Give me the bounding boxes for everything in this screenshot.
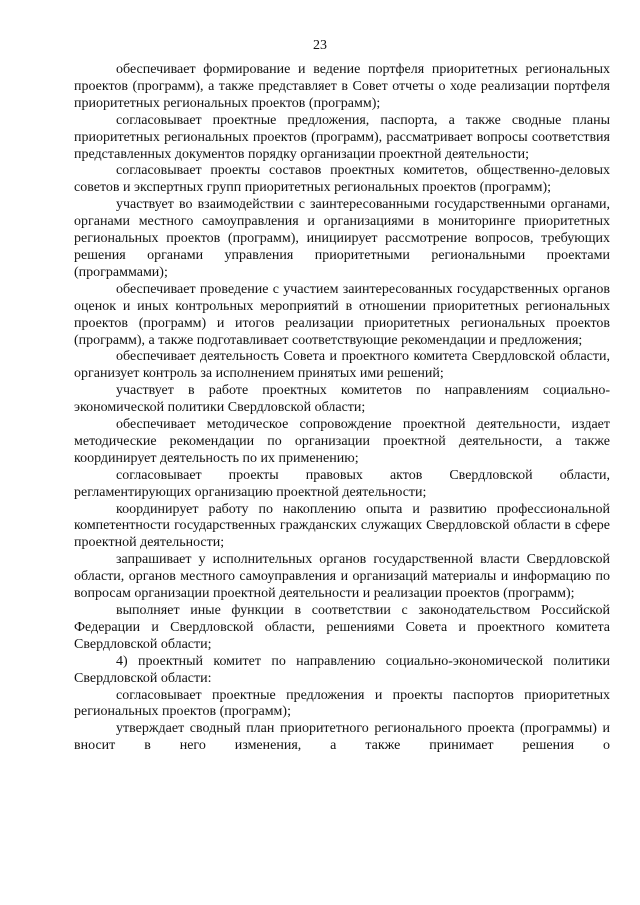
paragraph: обеспечивает формирование и ведение портфеля приоритетных региональных проектов (программ), а также представляет в Совет отчеты о ходе реализации портфеля приоритетных региональных проектов (программ); [74,62,610,111]
paragraph: участвует в работе проектных комитетов по направлениям социально-экономической политики Свердловской области; [74,383,610,416]
paragraph: участвует во взаимодействии с заинтересованными государственными органами, органами местного самоуправления и организациями в мониторинге приоритетных региональных проектов (программ), инициирует рассмотрение вопросов, требующих решения органами управления приоритетными региональными проектами (программами); [74,197,610,280]
paragraph: обеспечивает деятельность Совета и проектного комитета Свердловской области, организует контроль за исполнением принятых ими решений; [74,349,610,382]
paragraph: координирует работу по накоплению опыта и развитию профессиональной компетентности государственных гражданских служащих Свердловской области в сфере проектной деятельности; [74,501,610,551]
paragraph: согласовывает проекты составов проектных комитетов, общественно-деловых советов и экспертных групп приоритетных региональных проектов (программ); [74,163,610,196]
paragraph: выполняет иные функции в соответствии с законодательством Российской Федерации и Свердловской области, решениями Совета и проектного комитета Свердловской области; [74,603,610,652]
paragraph: обеспечивает методическое сопровождение проектной деятельности, издает методические рекомендации по организации проектной деятельности, а также координирует деятельность по их применению; [74,417,610,466]
paragraph: согласовывает проекты правовых актов Свердловской области, регламентирующих организацию проектной деятельности; [74,467,610,500]
paragraph: обеспечивает проведение с участием заинтересованных государственных органов оценок и иных контрольных мероприятий в отношении приоритетных региональных проектов (программ) и итогов реализации приоритетных региональных проектов (программ), а также подготавливает соответствующие рекомендации и предложения; [74,281,610,348]
paragraph: согласовывает проектные предложения, паспорта, а также сводные планы приоритетных региональных проектов (программ), рассматривает вопросы соответствия представленных документов порядку организации проектной деятельности; [74,112,610,162]
paragraph: запрашивает у исполнительных органов государственной власти Свердловской области, органов местного самоуправления и организаций материалы и информацию по вопросам организации проектной деятельности и реализации проектов (программ); [74,552,610,602]
paragraph: утверждает сводный план приоритетного регионального проекта (программы) и вносит в него изменения, а также принимает решения о [74,721,610,754]
page-number: 23 [313,38,327,53]
body-text [74,62,610,755]
paragraph: 4) проектный комитет по направлению социально-экономической политики Свердловской области: [74,653,610,686]
paragraph: согласовывает проектные предложения и проекты паспортов приоритетных региональных проектов (программ); [74,687,610,720]
